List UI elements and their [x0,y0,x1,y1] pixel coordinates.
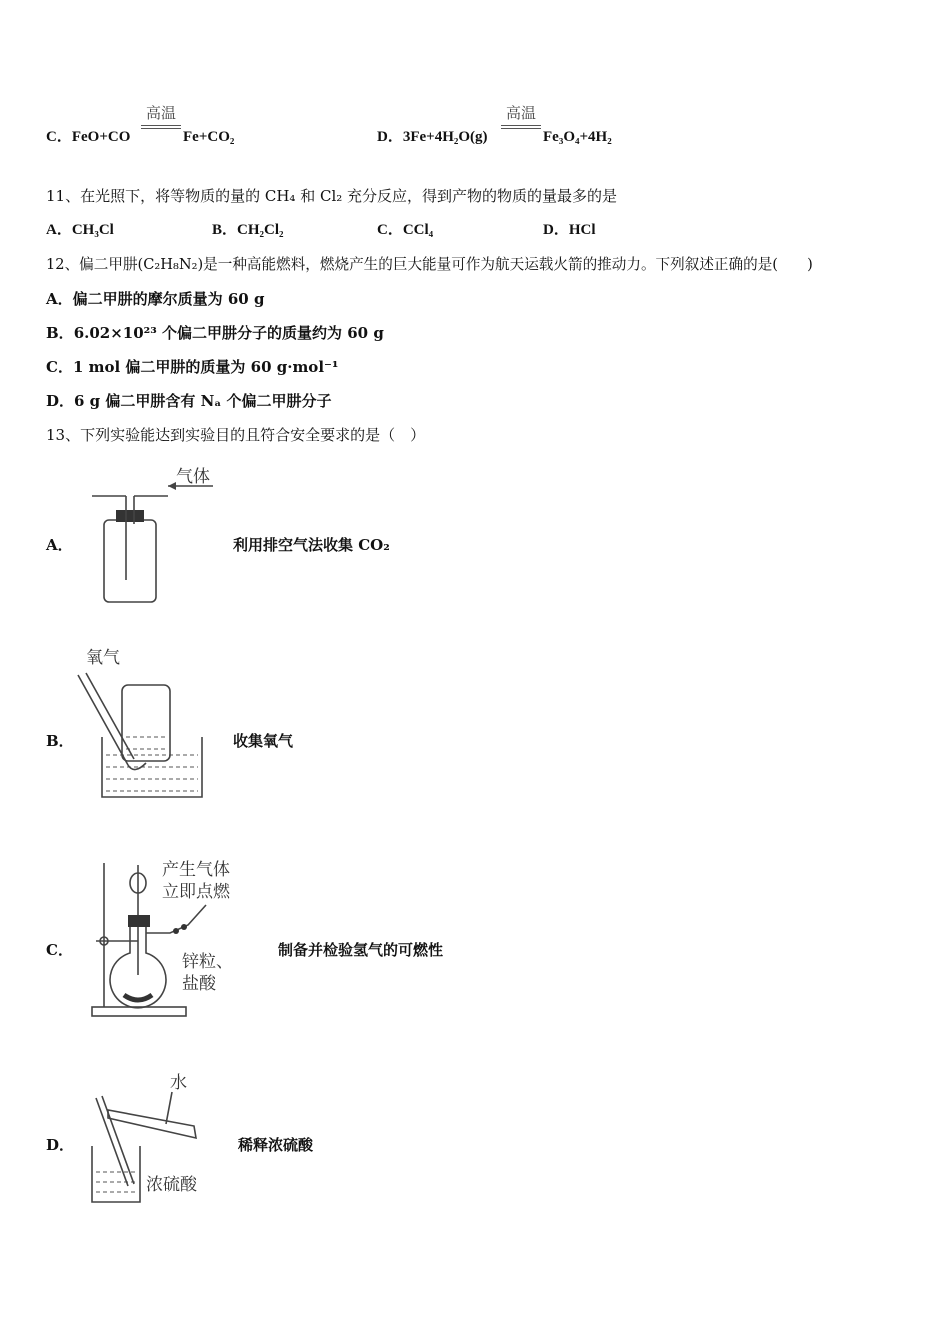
acid-label: 盐酸 [182,974,216,994]
q11-option-c: C．CCl₄ [377,222,434,238]
q10-c-condition: 高温 [141,102,181,129]
gas-washing-bottle-diagram [88,462,228,607]
q12-option-c: C．1 mol 偏二甲肼的质量为 60 g·mol⁻¹ [46,358,339,376]
q13-option-c-text: 制备并检验氢气的可燃性 [278,941,444,959]
q12-option-d: D．6 g 偏二甲肼含有 Nₐ 个偏二甲肼分子 [46,392,332,410]
q13-option-d-letter: D． [46,1136,75,1154]
q10-d-condition: 高温 [501,102,541,129]
q13-option-c-letter: C． [46,941,73,959]
water-label: 水 [170,1073,187,1093]
sulfuric-label: 浓硫酸 [146,1175,197,1195]
oxygen-label: 氧气 [86,648,120,668]
q11-stem: 11、在光照下，将等物质的量的 CH₄ 和 Cl₂ 充分反应，得到产物的物质的量最多的是 [46,187,618,205]
q11-option-d: D．HCl [543,222,596,238]
hydrogen-apparatus-diagram [88,855,268,1025]
zinc-label: 锌粒、 [182,952,233,972]
q11-option-a: A．CH₃Cl [46,222,114,238]
q10-d-product: Fe₃O₄+4H₂ [543,129,612,145]
gas-label: 气体 [176,467,210,487]
q13-option-d-text: 稀释浓硫酸 [238,1136,314,1154]
gas-label: 产生气体 [162,860,230,880]
q10-c-product: Fe+CO₂ [183,129,235,145]
q10-option-c: C．FeO+CO [46,129,131,145]
q13-option-b-text: 收集氧气 [233,732,294,750]
q12-option-a: A．偏二甲肼的摩尔质量为 60 g [46,290,265,308]
ignite-label: 立即点燃 [162,882,230,902]
q13-option-a-letter: A． [46,536,73,554]
q13-option-b-letter: B． [46,732,74,750]
q10-option-d: D．3Fe+4H₂O(g) [377,129,488,145]
q12-stem: 12、偏二甲肼(C₂H₈N₂)是一种高能燃料，燃烧产生的巨大能量可作为航天运载火箭的推动力。下列叙述正确的是( ) [46,256,813,273]
q13-stem: 13、下列实验能达到实验目的且符合安全要求的是（ ） [46,426,426,444]
q12-option-b: B．6.02×10²³ 个偏二甲肼分子的质量约为 60 g [46,324,384,342]
dilution-diagram [88,1068,228,1208]
q13-option-a-text: 利用排空气法收集 CO₂ [233,536,390,554]
q11-option-b: B．CH₂Cl₂ [212,222,284,238]
oxygen-collection-diagram [70,645,210,805]
